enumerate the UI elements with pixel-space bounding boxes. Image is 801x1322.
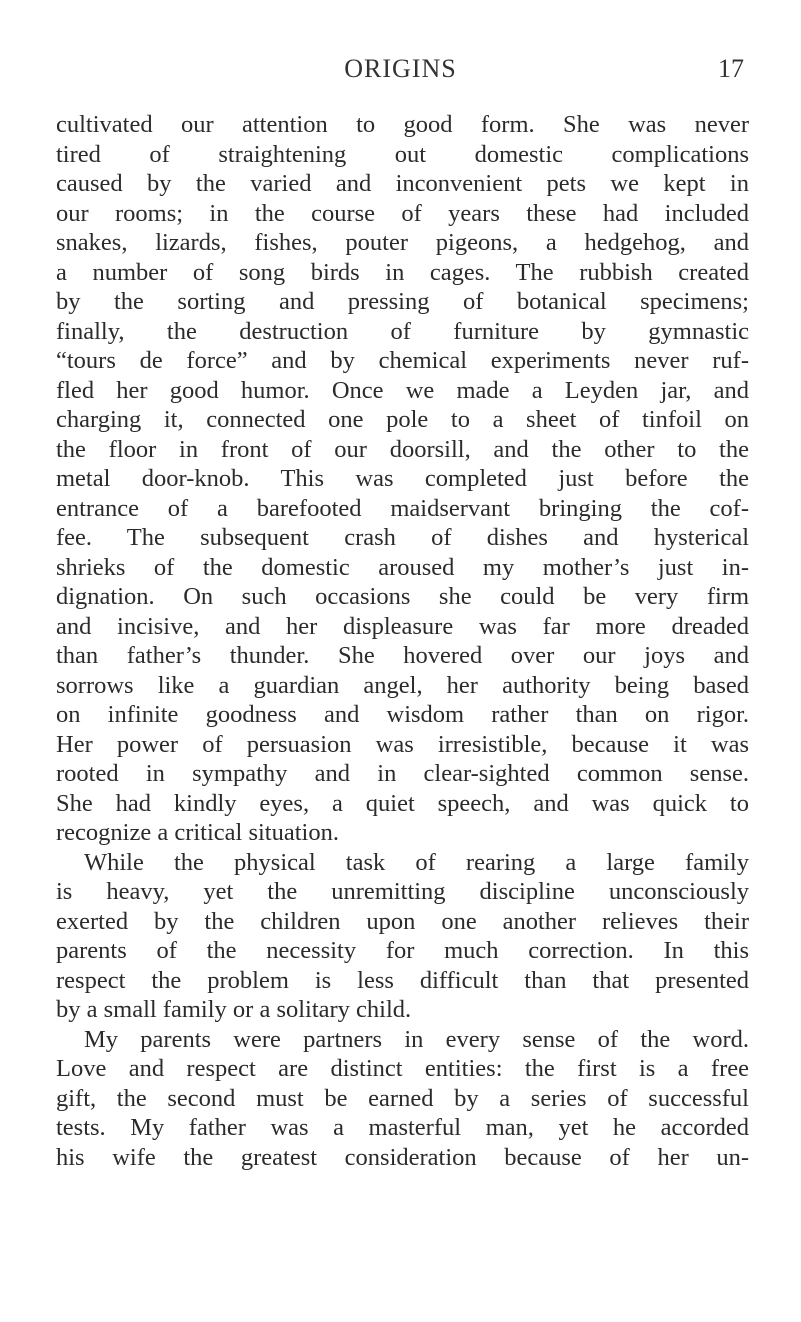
text-line: a number of song birds in cages. The rubbish created xyxy=(56,258,749,286)
text-line: metal door-knob. This was completed just before the xyxy=(56,465,749,492)
text-line: respect the problem is less difficult than that presented xyxy=(56,966,749,994)
text-line: is heavy, yet the unremitting discipline unconsciously xyxy=(56,878,749,905)
text-line: our rooms; in the course of years these had included xyxy=(56,199,749,227)
text-line: parents of the necessity for much correction. In this xyxy=(56,937,749,964)
text-line: by the sorting and pressing of botanical specimens; xyxy=(56,288,749,315)
text-line: charging it, connected one pole to a sheet of tinfoil on xyxy=(56,406,749,433)
text-line: fled her good humor. Once we made a Leyden jar, and xyxy=(56,376,749,404)
text-line: My parents were partners in every sense of the word. xyxy=(84,1025,749,1053)
text-line: “tours de force” and by chemical experiments never ruf- xyxy=(56,347,749,374)
text-line: recognize a critical situation. xyxy=(56,819,339,846)
text-line: finally, the destruction of furniture by gymnastic xyxy=(56,317,749,345)
running-head xyxy=(0,52,801,86)
text-line: cultivated our attention to good form. She was never xyxy=(56,111,749,138)
text-line: caused by the varied and inconvenient pets we kept in xyxy=(56,170,749,197)
text-line: While the physical task of rearing a large family xyxy=(84,848,749,876)
text-line: Love and respect are distinct entities: the first is a free xyxy=(56,1055,749,1082)
text-line: the floor in front of our doorsill, and the other to the xyxy=(56,435,749,463)
text-line: rooted in sympathy and in clear-sighted common sense. xyxy=(56,760,749,787)
running-title: ORIGINS xyxy=(344,54,457,83)
text-line: than father’s thunder. She hovered over our joys and xyxy=(56,642,749,669)
text-line: his wife the greatest consideration because of her un- xyxy=(56,1143,749,1171)
text-line: sorrows like a guardian angel, her authority being based xyxy=(56,671,749,699)
page-number: 17 xyxy=(718,54,744,83)
text-line: entrance of a barefooted maidservant bringing the cof- xyxy=(56,494,749,522)
text-line: Her power of persuasion was irresistible, because it was xyxy=(56,730,749,758)
text-line: on infinite goodness and wisdom rather than on rigor. xyxy=(56,701,749,728)
text-line: tests. My father was a masterful man, yet he accorded xyxy=(56,1114,749,1141)
text-line: by a small family or a solitary child. xyxy=(56,996,412,1023)
text-line: exerted by the children upon one another relieves their xyxy=(56,907,749,935)
text-line: gift, the second must be earned by a series of successful xyxy=(56,1084,749,1112)
text-line: and incisive, and her displeasure was far more dreaded xyxy=(56,612,749,640)
body-text xyxy=(56,110,749,1172)
text-line: tired of straightening out domestic complications xyxy=(56,140,749,168)
text-line: shrieks of the domestic aroused my mother’s just in- xyxy=(56,553,749,581)
text-line: She had kindly eyes, a quiet speech, and was quick to xyxy=(56,789,749,817)
text-line: fee. The subsequent crash of dishes and hysterical xyxy=(56,524,749,551)
text-line: snakes, lizards, fishes, pouter pigeons, a hedgehog, and xyxy=(56,229,749,256)
text-line: dignation. On such occasions she could be very firm xyxy=(56,583,749,610)
